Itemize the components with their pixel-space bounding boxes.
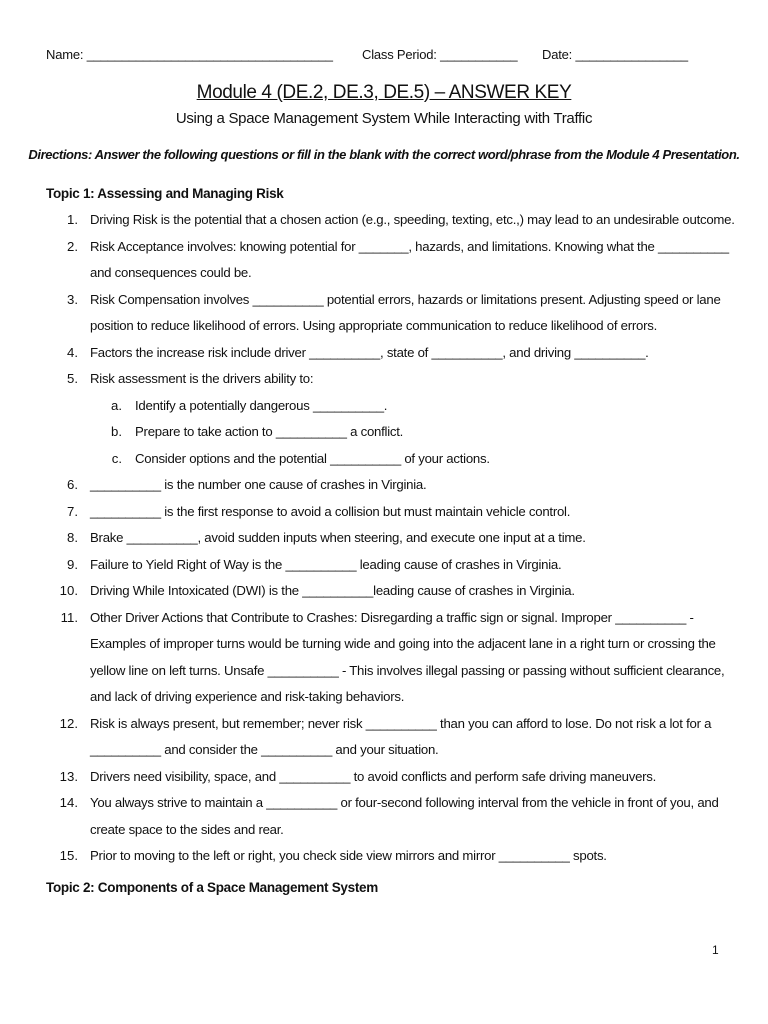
class-period-field[interactable]: Class Period: ___________ [362,47,518,62]
question-number: 14. [59,795,78,810]
page-title: Module 4 (DE.2, DE.3, DE.5) – ANSWER KEY [196,82,572,103]
date-field[interactable]: Date: ________________ [542,47,688,62]
question-text: and consequences could be. [90,265,252,280]
name-field[interactable]: Name: ___________________________________ [46,47,333,62]
question-number: 15. [59,848,78,863]
question-text: create space to the sides and rear. [90,821,284,837]
topic-1-heading: Topic 1: Assessing and Managing Risk [46,186,284,201]
question-text: Risk is always present, but remember; never risk __________ than you can afford to lose. Do not risk a lot for a [90,715,712,731]
question-text: Risk Acceptance involves: knowing potential for _______, hazards, and limitations. Knowing what the __________ [90,238,729,254]
question-text: Drivers need visibility, space, and __________ to avoid conflicts and perform safe driving maneuvers. [90,768,657,784]
subquestion-letter: c. [111,450,122,466]
question-text: Risk Compensation involves __________ potential errors, hazards or limitations present. Adjusting speed or lane [90,291,721,307]
question-text: __________ is the first response to avoid a collision but must maintain vehicle control. [90,503,571,519]
subquestion-text: Prepare to take action to __________ a conflict. [135,424,404,439]
page-subtitle: Using a Space Management System While Interacting with Traffic [175,110,593,127]
question-number: 13. [59,768,78,784]
question-number: 4. [67,344,78,360]
question-number: 3. [67,291,78,307]
question-text: __________ is the number one cause of crashes in Virginia. [90,477,427,492]
question-text: Driving While Intoxicated (DWI) is the __________leading cause of crashes in Virginia. [90,583,575,598]
directions: Directions: Answer the following questions or fill in the blank with the correct word/phrase from the Module 4 Presentation. [28,147,740,162]
subquestion-text: Consider options and the potential __________ of your actions. [135,450,490,466]
question-text: Brake __________, avoid sudden inputs when steering, and execute one input at a time. [90,530,586,545]
question-text: position to reduce likelihood of errors. Using appropriate communication to reduce likelihood of errors. [90,318,658,333]
question-text: and lack of driving experience and risk-taking behaviors. [90,689,405,704]
question-number: 5. [67,371,78,386]
question-number: 12. [59,715,78,731]
question-number: 6. [67,477,78,492]
subquestion-letter: a. [111,397,122,413]
subquestion-text: Identify a potentially dangerous __________. [135,397,388,413]
question-number: 10. [59,583,78,598]
question-text: Examples of improper turns would be turning wide and going into the adjacent lane in a right turn or crossing the [90,636,716,651]
question-text: You always strive to maintain a __________ or four-second following interval from the vehicle in front of you, and [90,795,719,810]
topic-2-heading: Topic 2: Components of a Space Management System [46,880,378,895]
question-number: 8. [67,530,78,545]
question-text: Other Driver Actions that Contribute to Crashes: Disregarding a traffic sign or signal. Improper __________ - [90,609,694,625]
question-number: 1. [67,212,78,227]
question-text: Risk assessment is the drivers ability to: [90,371,314,386]
page-number: 1 [712,943,719,957]
question-text: Factors the increase risk include driver __________, state of __________, and driving __________. [90,344,649,360]
subquestion-letter: b. [111,424,122,439]
question-text: Prior to moving to the left or right, you check side view mirrors and mirror __________ spots. [90,848,607,863]
question-text: Driving Risk is the potential that a chosen action (e.g., speeding, texting, etc.,) may lead to an undesirable outcome. [90,212,735,227]
question-text: Failure to Yield Right of Way is the __________ leading cause of crashes in Virginia. [90,556,562,572]
question-text: __________ and consider the __________ and your situation. [90,742,439,757]
question-number: 11. [60,609,78,625]
question-number: 2. [67,238,78,254]
question-number: 7. [67,503,78,519]
question-number: 9. [67,556,78,572]
question-text: yellow line on left turns. Unsafe __________ - This involves illegal passing or passing without sufficient clearance, [90,662,725,678]
